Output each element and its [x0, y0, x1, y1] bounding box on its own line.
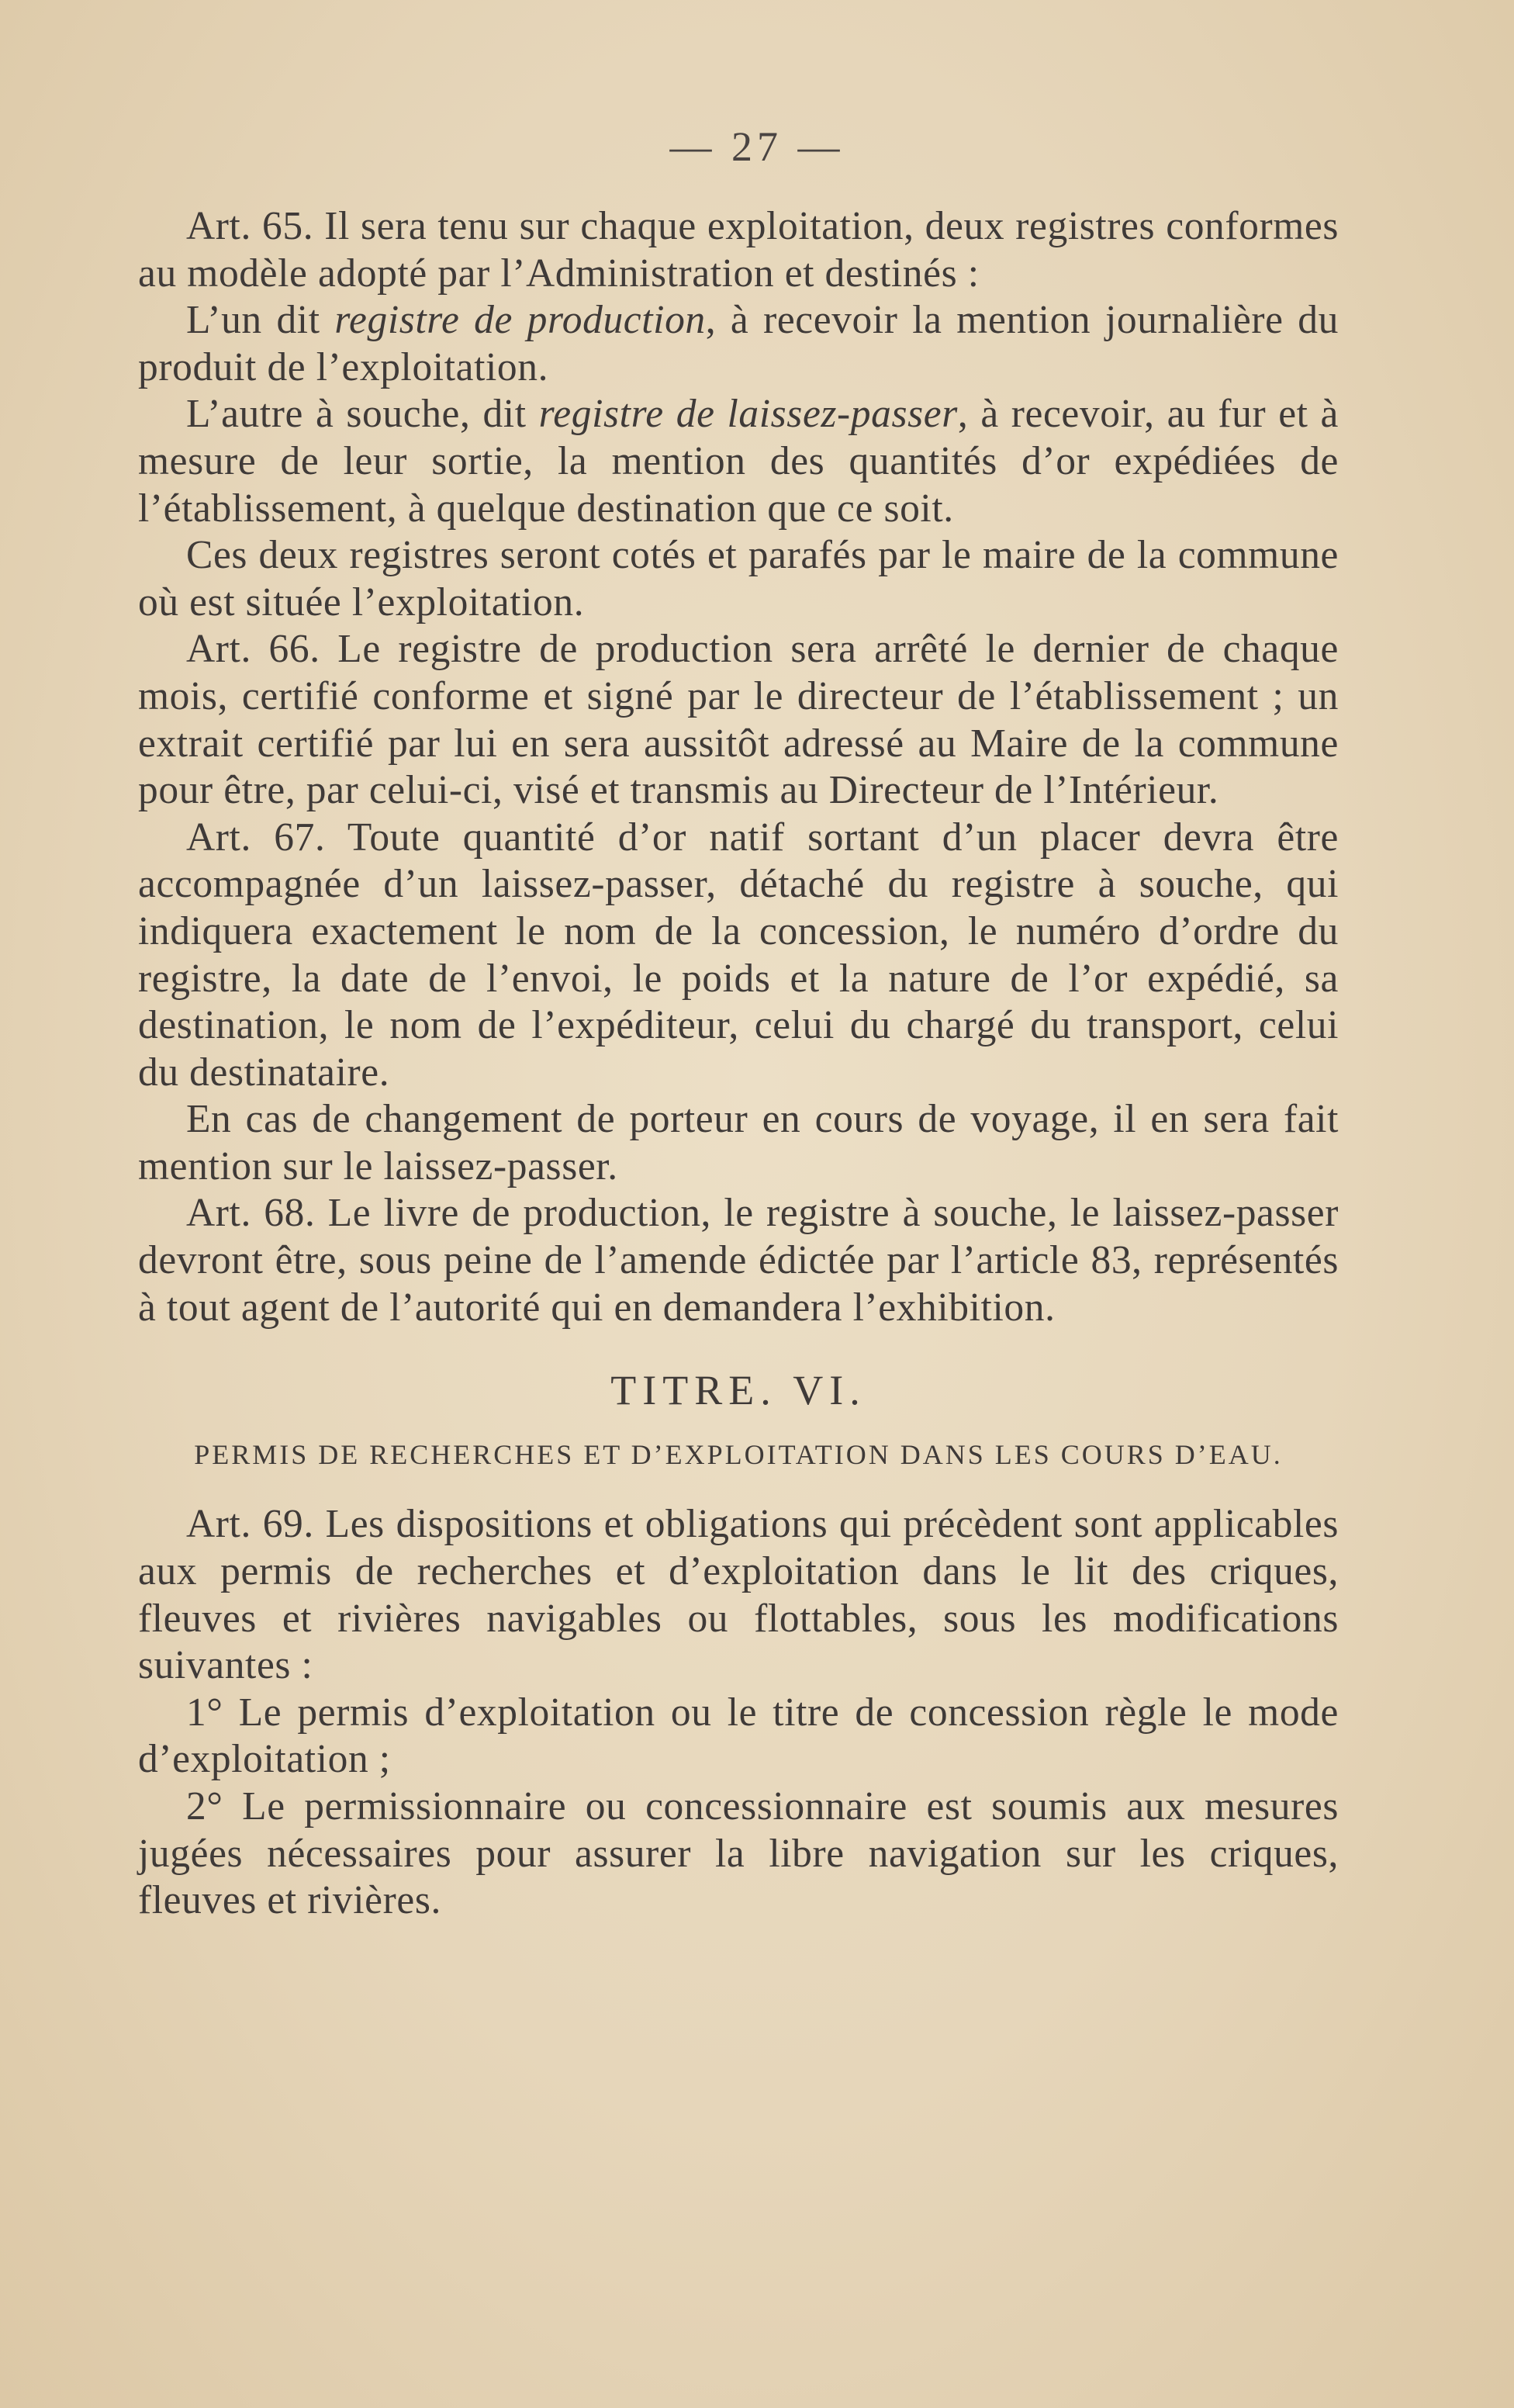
paragraph-text: 2° Le permissionnaire ou concessionnaire est soumis aux mesures jugées nécessaires pour assurer la libre navigation sur les criques, fleuves et rivières. [138, 1784, 1339, 1923]
paragraph-registre-production [138, 297, 1339, 391]
paragraph-text: Art. 68. Le livre de production, le registre à souche, le laissez-passer devront être, sous peine de l’amende édictée par l’article 83, représentés à tout agent de l’autorité qui en demandera l’exhibition. [138, 1191, 1339, 1330]
section-heading: PERMIS DE RECHERCHES ET D’EXPLOITATION DANS LES COURS D’EAU. [194, 1438, 1283, 1470]
paragraph-text: , à recevoir la mention journalière du produit de l’exploitation. [138, 298, 1339, 389]
paragraph-text: 1° Le permis d’exploitation ou le titre de concession règle le mode d’exploitation ; [138, 1690, 1339, 1782]
paragraph-text: Art. 66. Le registre de production sera arrêté le dernier de chaque mois, certifié conforme et signé par le directeur de l’établissement ; un extrait certifié par lui en sera aussitôt adressé au Maire de la commune pour être, par celui-ci, visé et transmis au Directeur de l’Intérieur. [138, 627, 1339, 813]
paragraph-art-66 [138, 626, 1339, 814]
paragraph-item-1 [138, 1690, 1339, 1784]
paragraph-registre-laissez-passer [138, 391, 1339, 532]
paragraph-item-2 [138, 1784, 1339, 1925]
paragraph-cotes-parafes [138, 532, 1339, 626]
paragraph-text: En cas de changement de porteur en cours de voyage, il en sera fait mention sur le laissez-passer. [138, 1097, 1339, 1188]
body-text [138, 203, 1339, 1925]
page-number: — 27 — [669, 123, 845, 170]
paragraph-text: Art. 67. Toute quantité d’or natif sortant d’un placer devra être accompagnée d’un laissez-passer, détaché du registre à souche, qui indiquera exactement le nom de la concession, le numéro d’ordre du registre, la date de l’envoi, le poids et la nature de l’or expédié, sa destination, le nom de l’expéditeur, celui du chargé du transport, celui du destinataire. [138, 815, 1339, 1095]
emphasis-text: registre de production [334, 298, 706, 343]
paragraph-art-65 [138, 203, 1339, 297]
paragraph-text: L’autre à souche, dit [186, 392, 539, 437]
paragraph-art-67 [138, 815, 1339, 1097]
paragraph-art-68 [138, 1190, 1339, 1331]
paragraph-text: Art. 65. Il sera tenu sur chaque exploitation, deux registres conformes au modèle adopté par l’Administration et destinés : [138, 204, 1339, 296]
paragraph-text: , à recevoir, au fur et à mesure de leur sortie, la mention des quantités d’or expédiées de l’établissement, à quelque destination que ce soit. [138, 392, 1339, 531]
paragraph-text: Art. 69. Les dispositions et obligations qui précèdent sont applicables aux permis de recherches et d’exploitation dans le lit des criques, fleuves et rivières navigables ou flottables, sous les modifications suivantes : [138, 1502, 1339, 1688]
paragraph-changement-porteur [138, 1096, 1339, 1190]
paragraph-text: Ces deux registres seront cotés et parafés par le maire de la commune où est située l’exploitation. [138, 533, 1339, 624]
paragraph-text: L’un dit [186, 298, 335, 343]
title-heading: TITRE. VI. [610, 1367, 866, 1414]
emphasis-text: registre de laissez-passer [538, 392, 958, 437]
paragraph-art-69 [138, 1501, 1339, 1689]
